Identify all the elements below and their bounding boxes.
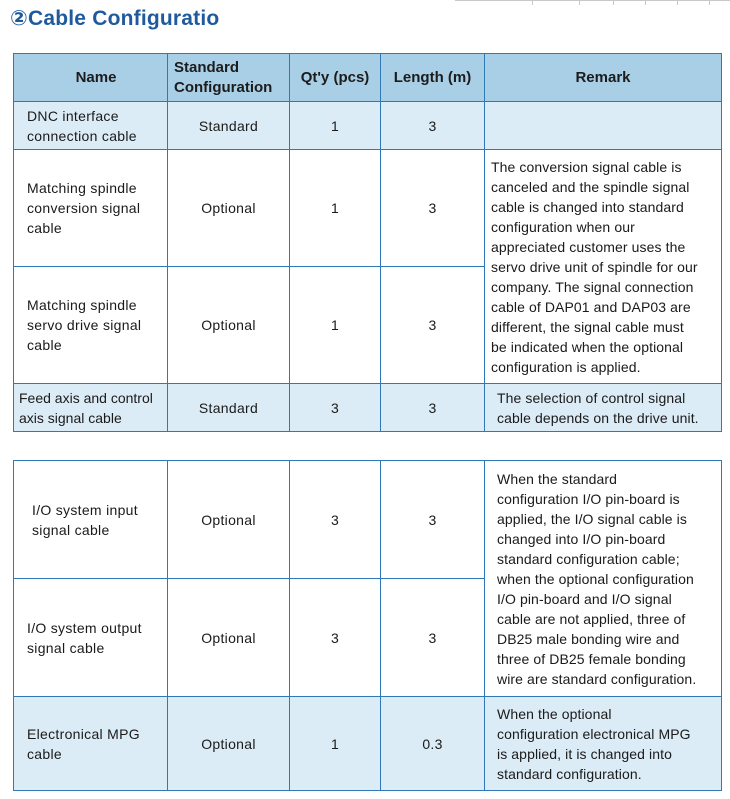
header-remark: Remark — [485, 54, 722, 102]
cell-config: Optional — [168, 461, 290, 579]
table-row — [14, 697, 722, 791]
cell-length: 3 — [381, 267, 485, 384]
cell-qty: 3 — [290, 461, 381, 579]
cell-length: 0.3 — [381, 697, 485, 791]
top-border-line — [455, 0, 730, 5]
cell-qty: 3 — [290, 384, 381, 432]
cell-remark: The conversion signal cable is canceled and the spindle signal cable is changed into standard configuration when our appreciated customer uses the servo drive unit of spindle for our company. The signal connection cable of DAP01 and DAP03 are different, the signal cable must be indicated when the optional configuration is applied. — [485, 150, 722, 384]
cell-config: Optional — [168, 697, 290, 791]
cell-config: Optional — [168, 150, 290, 267]
header-name: Name — [14, 54, 168, 102]
cell-remark: When the optional configuration electronical MPG is applied, it is changed into standard configuration. — [485, 697, 722, 791]
cell-length: 3 — [381, 579, 485, 697]
cell-name: Feed axis and control axis signal cable — [14, 384, 168, 432]
cell-config: Standard — [168, 384, 290, 432]
table-row — [14, 461, 722, 579]
cell-name: Matching spindle conversion signal cable — [14, 150, 168, 267]
cell-config: Optional — [168, 267, 290, 384]
cell-qty: 3 — [290, 579, 381, 697]
cell-name: I/O system output signal cable — [14, 579, 168, 697]
cell-config: Standard — [168, 102, 290, 150]
cell-qty: 1 — [290, 150, 381, 267]
table-row — [14, 102, 722, 150]
cell-length: 3 — [381, 102, 485, 150]
cell-length: 3 — [381, 150, 485, 267]
cell-qty: 1 — [290, 697, 381, 791]
header-qty: Qt'y (pcs) — [290, 54, 381, 102]
table-header-row — [14, 54, 722, 102]
table-row — [14, 150, 722, 267]
cell-remark: When the standard configuration I/O pin-board is applied, the I/O signal cable is changed into I/O pin-board standard configuration cable; when the optional configuration I/O pin-board and I/O signal cable are not applied, three of DB25 male bonding wire and three of DB25 female bonding wire are standard configuration. — [485, 461, 722, 697]
cell-remark — [485, 102, 722, 150]
cable-config-table-1 — [13, 53, 722, 432]
header-length: Length (m) — [381, 54, 485, 102]
cell-name: Electronical MPG cable — [14, 697, 168, 791]
table-row — [14, 384, 722, 432]
cell-name: I/O system input signal cable — [14, 461, 168, 579]
cell-remark: The selection of control signal cable depends on the drive unit. — [485, 384, 722, 432]
cell-length: 3 — [381, 461, 485, 579]
header-standard-configuration: Standard Configuration — [168, 54, 290, 102]
section-title: ②Cable Configuratio — [10, 7, 220, 30]
cell-qty: 1 — [290, 102, 381, 150]
cell-name: Matching spindle servo drive signal cable — [14, 267, 168, 384]
cell-config: Optional — [168, 579, 290, 697]
cell-name: DNC interface connection cable — [14, 102, 168, 150]
cell-length: 3 — [381, 384, 485, 432]
cell-qty: 1 — [290, 267, 381, 384]
cable-config-table-2 — [13, 460, 722, 791]
